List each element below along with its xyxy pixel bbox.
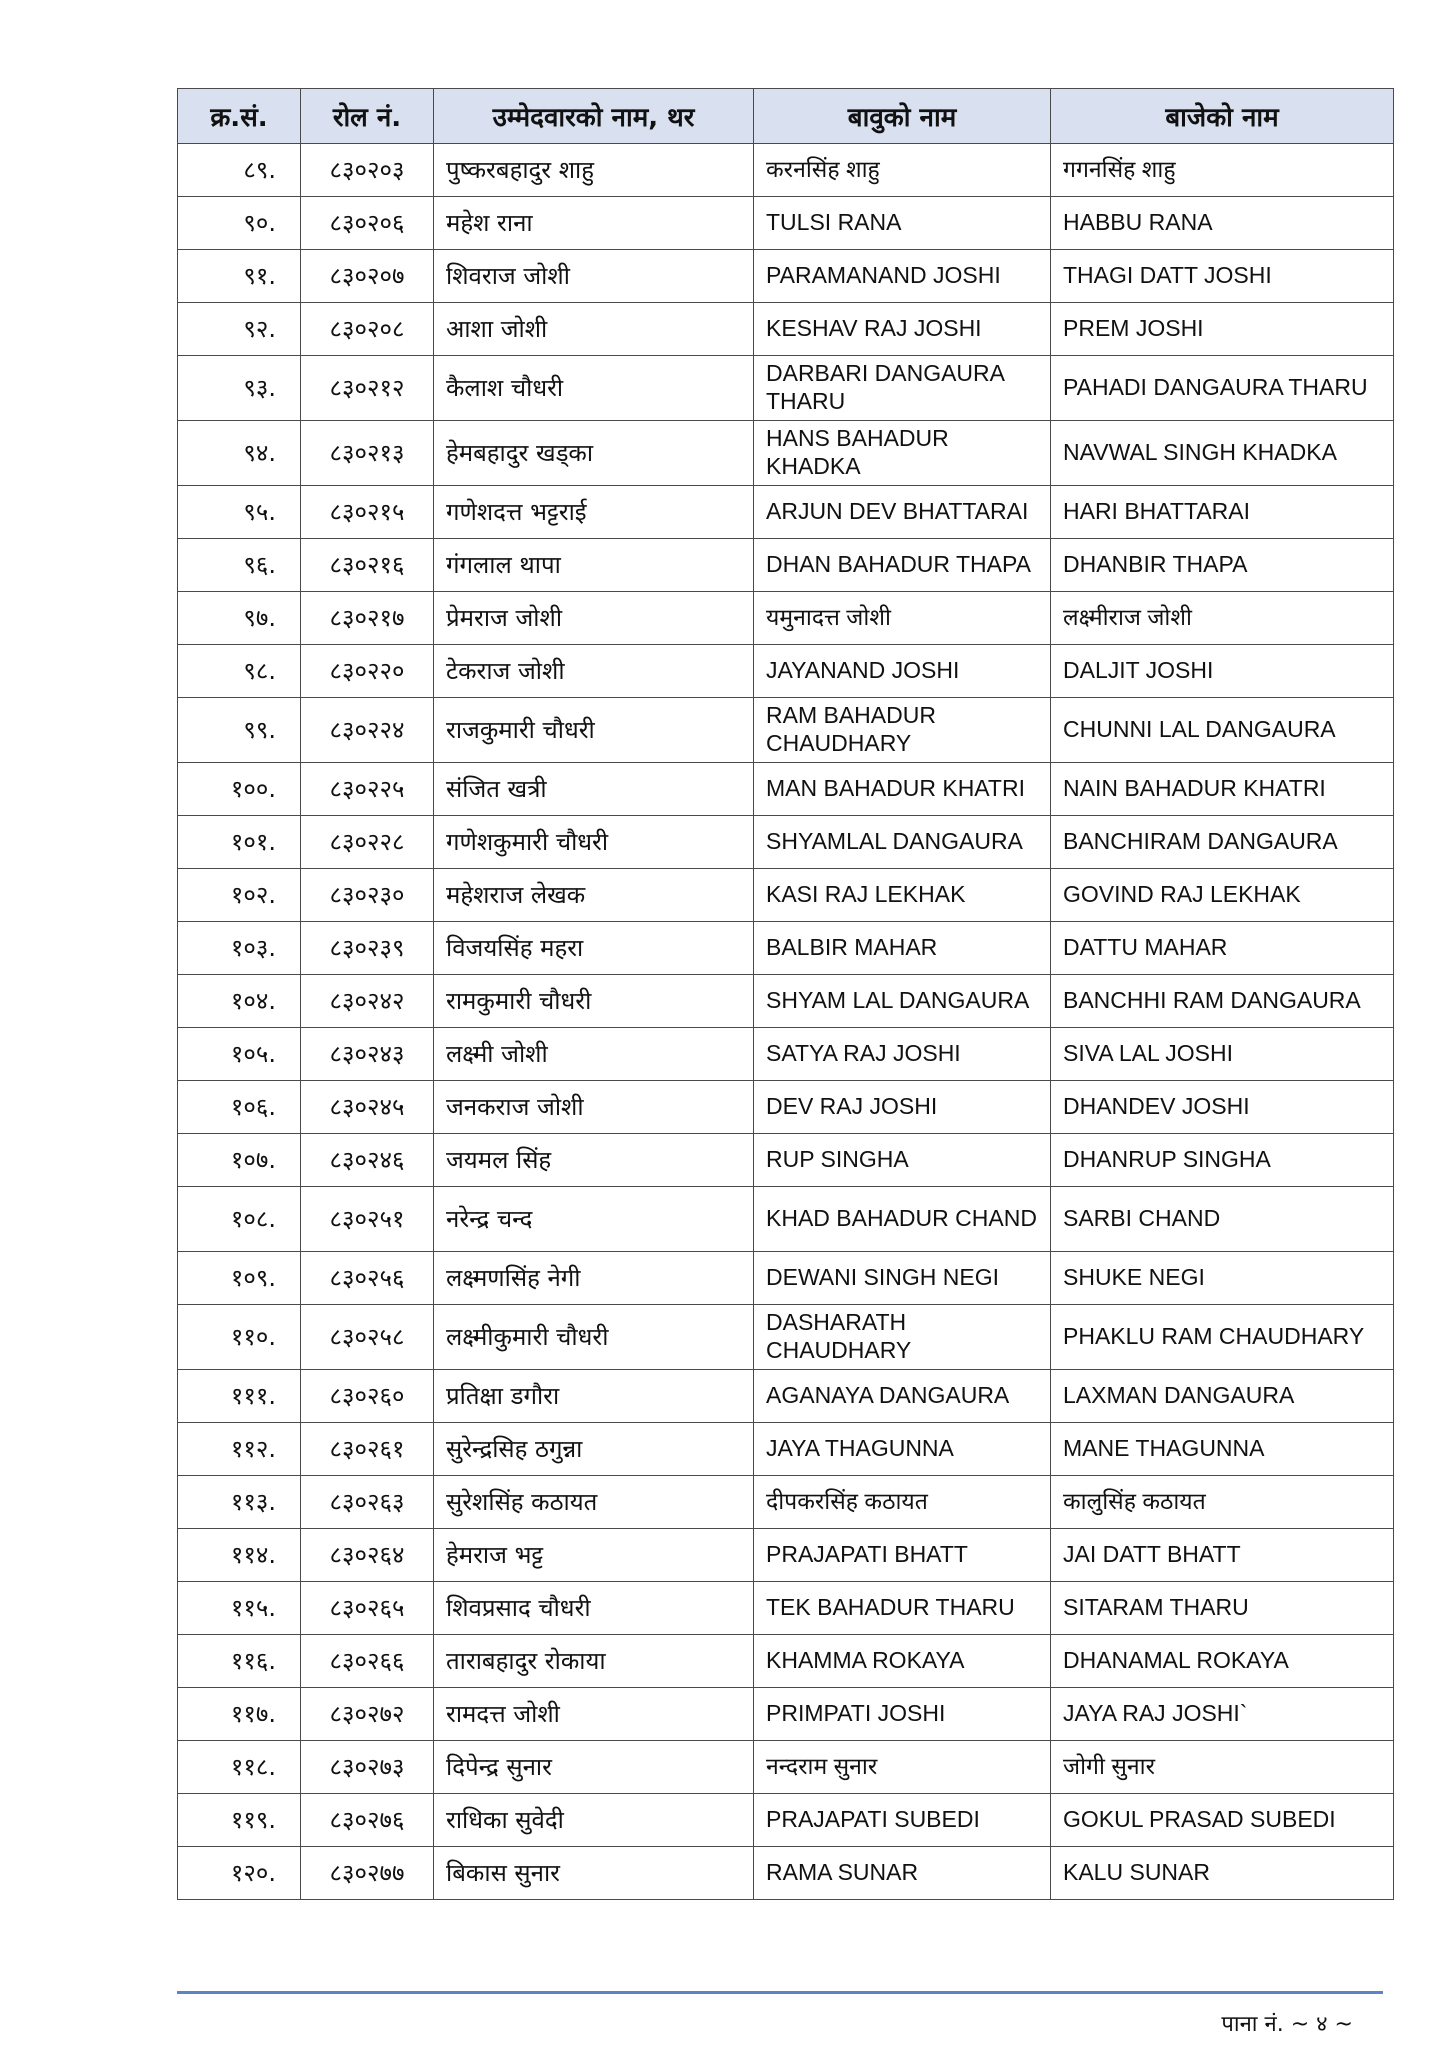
table-body (178, 144, 1394, 1900)
roll-number-cell: ८३०२१५ (301, 486, 434, 539)
grandfather-name-cell: DHANAMAL ROKAYA (1051, 1635, 1394, 1688)
table-row (178, 1252, 1394, 1305)
footer-divider (177, 1991, 1383, 1994)
father-name-cell: DEWANI SINGH NEGI (754, 1252, 1051, 1305)
candidate-name-cell: विजयसिंह महरा (434, 922, 754, 975)
father-name-cell: दीपकरसिंह कठायत (754, 1476, 1051, 1529)
serial-cell: १००. (178, 763, 301, 816)
father-name-cell: JAYA THAGUNNA (754, 1423, 1051, 1476)
serial-cell: ८९. (178, 144, 301, 197)
father-name-cell: SHYAM LAL DANGAURA (754, 975, 1051, 1028)
roll-number-cell: ८३०२४३ (301, 1028, 434, 1081)
roll-number-cell: ८३०२२४ (301, 698, 434, 763)
roll-number-cell: ८३०२७२ (301, 1688, 434, 1741)
grandfather-name-cell: KALU SUNAR (1051, 1847, 1394, 1900)
serial-cell: १११. (178, 1370, 301, 1423)
roll-number-cell: ८३०२०६ (301, 197, 434, 250)
table-row (178, 1688, 1394, 1741)
grandfather-name-cell: SARBI CHAND (1051, 1187, 1394, 1252)
serial-cell: १०६. (178, 1081, 301, 1134)
candidate-name-cell: दिपेन्द्र सुनार (434, 1741, 754, 1794)
serial-cell: ९०. (178, 197, 301, 250)
roll-number-cell: ८३०२१२ (301, 356, 434, 421)
grandfather-name-cell: कालुसिंह कठायत (1051, 1476, 1394, 1529)
father-name-cell: HANS BAHADUR KHADKA (754, 421, 1051, 486)
grandfather-name-cell: HABBU RANA (1051, 197, 1394, 250)
father-name-cell: BALBIR MAHAR (754, 922, 1051, 975)
header-serial: क्र.सं. (178, 89, 301, 144)
grandfather-name-cell: DHANBIR THAPA (1051, 539, 1394, 592)
serial-cell: १०७. (178, 1134, 301, 1187)
candidate-name-cell: कैलाश चौधरी (434, 356, 754, 421)
candidate-name-cell: महेशराज लेखक (434, 869, 754, 922)
candidate-name-cell: आशा जोशी (434, 303, 754, 356)
roll-number-cell: ८३०२१३ (301, 421, 434, 486)
grandfather-name-cell: NAIN BAHADUR KHATRI (1051, 763, 1394, 816)
father-name-cell: PARAMANAND JOSHI (754, 250, 1051, 303)
header-roll-number: रोल नं. (301, 89, 434, 144)
roll-number-cell: ८३०२५६ (301, 1252, 434, 1305)
roll-number-cell: ८३०२६५ (301, 1582, 434, 1635)
candidate-name-cell: जयमल सिंह (434, 1134, 754, 1187)
header-row (178, 89, 1394, 144)
roll-number-cell: ८३०२०३ (301, 144, 434, 197)
father-name-cell: PRIMPATI JOSHI (754, 1688, 1051, 1741)
candidate-name-cell: गणेशकुमारी चौधरी (434, 816, 754, 869)
candidate-name-cell: रामदत्त जोशी (434, 1688, 754, 1741)
table-row (178, 869, 1394, 922)
candidate-name-cell: हेमराज भट्ट (434, 1529, 754, 1582)
candidate-name-cell: महेश राना (434, 197, 754, 250)
serial-cell: ९९. (178, 698, 301, 763)
candidate-name-cell: सुरेशसिंह कठायत (434, 1476, 754, 1529)
candidate-name-cell: गंगलाल थापा (434, 539, 754, 592)
table-row (178, 1305, 1394, 1370)
candidate-name-cell: राजकुमारी चौधरी (434, 698, 754, 763)
grandfather-name-cell: NAVWAL SINGH KHADKA (1051, 421, 1394, 486)
grandfather-name-cell: PREM JOSHI (1051, 303, 1394, 356)
roll-number-cell: ८३०२६६ (301, 1635, 434, 1688)
roll-number-cell: ८३०२०७ (301, 250, 434, 303)
candidate-name-cell: राधिका सुवेदी (434, 1794, 754, 1847)
grandfather-name-cell: PAHADI DANGAURA THARU (1051, 356, 1394, 421)
father-name-cell: RUP SINGHA (754, 1134, 1051, 1187)
roll-number-cell: ८३०२२५ (301, 763, 434, 816)
table-row (178, 816, 1394, 869)
serial-cell: १०८. (178, 1187, 301, 1252)
serial-cell: ११९. (178, 1794, 301, 1847)
candidate-name-cell: टेकराज जोशी (434, 645, 754, 698)
roll-number-cell: ८३०२४२ (301, 975, 434, 1028)
roll-number-cell: ८३०२१७ (301, 592, 434, 645)
serial-cell: ११८. (178, 1741, 301, 1794)
grandfather-name-cell: DALJIT JOSHI (1051, 645, 1394, 698)
roll-number-cell: ८३०२०८ (301, 303, 434, 356)
serial-cell: १०५. (178, 1028, 301, 1081)
table-row (178, 922, 1394, 975)
candidate-name-cell: गणेशदत्त भट्टराई (434, 486, 754, 539)
candidate-name-cell: शिवराज जोशी (434, 250, 754, 303)
candidate-name-cell: लक्ष्मणसिंह नेगी (434, 1252, 754, 1305)
grandfather-name-cell: जोगी सुनार (1051, 1741, 1394, 1794)
table-row (178, 975, 1394, 1028)
grandfather-name-cell: DHANRUP SINGHA (1051, 1134, 1394, 1187)
serial-cell: ११६. (178, 1635, 301, 1688)
roll-number-cell: ८३०२६४ (301, 1529, 434, 1582)
table-row (178, 645, 1394, 698)
roll-number-cell: ८३०२७३ (301, 1741, 434, 1794)
serial-cell: ९३. (178, 356, 301, 421)
father-name-cell: DHAN BAHADUR THAPA (754, 539, 1051, 592)
father-name-cell: करनसिंह शाहु (754, 144, 1051, 197)
roll-number-cell: ८३०२४५ (301, 1081, 434, 1134)
table-row (178, 1028, 1394, 1081)
table-row (178, 1741, 1394, 1794)
serial-cell: १२०. (178, 1847, 301, 1900)
father-name-cell: RAM BAHADUR CHAUDHARY (754, 698, 1051, 763)
serial-cell: ११५. (178, 1582, 301, 1635)
serial-cell: ११३. (178, 1476, 301, 1529)
header-father-name: बावुको नाम (754, 89, 1051, 144)
table-row (178, 303, 1394, 356)
candidate-name-cell: रामकुमारी चौधरी (434, 975, 754, 1028)
table-row (178, 1847, 1394, 1900)
table-row (178, 1081, 1394, 1134)
serial-cell: १०३. (178, 922, 301, 975)
table-row (178, 486, 1394, 539)
candidate-name-cell: प्रतिक्षा डगौरा (434, 1370, 754, 1423)
serial-cell: ९१. (178, 250, 301, 303)
serial-cell: ९८. (178, 645, 301, 698)
serial-cell: ११७. (178, 1688, 301, 1741)
table-row (178, 1794, 1394, 1847)
table-row (178, 144, 1394, 197)
table-row (178, 197, 1394, 250)
table-row (178, 1582, 1394, 1635)
father-name-cell: ARJUN DEV BHATTARAI (754, 486, 1051, 539)
candidate-name-cell: शिवप्रसाद चौधरी (434, 1582, 754, 1635)
roll-number-cell: ८३०२३९ (301, 922, 434, 975)
father-name-cell: SHYAMLAL DANGAURA (754, 816, 1051, 869)
candidate-name-cell: संजित खत्री (434, 763, 754, 816)
serial-cell: १०४. (178, 975, 301, 1028)
table-row (178, 1423, 1394, 1476)
serial-cell: १०१. (178, 816, 301, 869)
table-row (178, 250, 1394, 303)
father-name-cell: MAN BAHADUR KHATRI (754, 763, 1051, 816)
table-row (178, 1370, 1394, 1423)
serial-cell: ९७. (178, 592, 301, 645)
grandfather-name-cell: PHAKLU RAM CHAUDHARY (1051, 1305, 1394, 1370)
header-grandfather-name: बाजेको नाम (1051, 89, 1394, 144)
father-name-cell: PRAJAPATI SUBEDI (754, 1794, 1051, 1847)
candidate-name-cell: प्रेमराज जोशी (434, 592, 754, 645)
candidate-name-cell: पुष्करबहादुर शाहु (434, 144, 754, 197)
grandfather-name-cell: GOVIND RAJ LEKHAK (1051, 869, 1394, 922)
father-name-cell: DASHARATH CHAUDHARY (754, 1305, 1051, 1370)
father-name-cell: AGANAYA DANGAURA (754, 1370, 1051, 1423)
candidate-name-cell: नरेन्द्र चन्द (434, 1187, 754, 1252)
table-row (178, 1187, 1394, 1252)
father-name-cell: TEK BAHADUR THARU (754, 1582, 1051, 1635)
table-row (178, 698, 1394, 763)
grandfather-name-cell: GOKUL PRASAD SUBEDI (1051, 1794, 1394, 1847)
serial-cell: १०९. (178, 1252, 301, 1305)
roll-number-cell: ८३०२४६ (301, 1134, 434, 1187)
grandfather-name-cell: SITARAM THARU (1051, 1582, 1394, 1635)
candidate-name-cell: लक्ष्मीकुमारी चौधरी (434, 1305, 754, 1370)
serial-cell: १०२. (178, 869, 301, 922)
roll-number-cell: ८३०२२० (301, 645, 434, 698)
candidate-name-cell: बिकास सुनार (434, 1847, 754, 1900)
grandfather-name-cell: HARI BHATTARAI (1051, 486, 1394, 539)
table-row (178, 539, 1394, 592)
candidate-name-cell: ताराबहादुर रोकाया (434, 1635, 754, 1688)
grandfather-name-cell: DATTU MAHAR (1051, 922, 1394, 975)
candidate-name-cell: लक्ष्मी जोशी (434, 1028, 754, 1081)
serial-cell: ९४. (178, 421, 301, 486)
father-name-cell: KHAMMA ROKAYA (754, 1635, 1051, 1688)
candidate-name-cell: हेमबहादुर खड्का (434, 421, 754, 486)
grandfather-name-cell: SHUKE NEGI (1051, 1252, 1394, 1305)
grandfather-name-cell: लक्ष्मीराज जोशी (1051, 592, 1394, 645)
roll-number-cell: ८३०२२८ (301, 816, 434, 869)
grandfather-name-cell: THAGI DATT JOSHI (1051, 250, 1394, 303)
father-name-cell: नन्दराम सुनार (754, 1741, 1051, 1794)
table-row (178, 592, 1394, 645)
roll-number-cell: ८३०२१६ (301, 539, 434, 592)
serial-cell: ११२. (178, 1423, 301, 1476)
table-row (178, 1134, 1394, 1187)
father-name-cell: TULSI RANA (754, 197, 1051, 250)
header-candidate-name: उम्मेदवारको नाम, थर (434, 89, 754, 144)
grandfather-name-cell: DHANDEV JOSHI (1051, 1081, 1394, 1134)
table-row (178, 763, 1394, 816)
roll-number-cell: ८३०२७६ (301, 1794, 434, 1847)
serial-cell: ९६. (178, 539, 301, 592)
serial-cell: ९२. (178, 303, 301, 356)
grandfather-name-cell: BANCHIRAM DANGAURA (1051, 816, 1394, 869)
table-row (178, 1476, 1394, 1529)
page-number: पाना नं. ~ ४ ~ (1221, 2012, 1353, 2037)
father-name-cell: KHAD BAHADUR CHAND (754, 1187, 1051, 1252)
father-name-cell: RAMA SUNAR (754, 1847, 1051, 1900)
grandfather-name-cell: BANCHHI RAM DANGAURA (1051, 975, 1394, 1028)
father-name-cell: KESHAV RAJ JOSHI (754, 303, 1051, 356)
father-name-cell: JAYANAND JOSHI (754, 645, 1051, 698)
father-name-cell: DARBARI DANGAURA THARU (754, 356, 1051, 421)
grandfather-name-cell: JAYA RAJ JOSHI` (1051, 1688, 1394, 1741)
roll-number-cell: ८३०२३० (301, 869, 434, 922)
roll-number-cell: ८३०२५१ (301, 1187, 434, 1252)
serial-cell: ११०. (178, 1305, 301, 1370)
father-name-cell: DEV RAJ JOSHI (754, 1081, 1051, 1134)
candidate-name-cell: जनकराज जोशी (434, 1081, 754, 1134)
serial-cell: ११४. (178, 1529, 301, 1582)
candidate-name-cell: सुरेन्द्रसिह ठगुन्ना (434, 1423, 754, 1476)
grandfather-name-cell: JAI DATT BHATT (1051, 1529, 1394, 1582)
candidate-table (177, 88, 1394, 1900)
father-name-cell: KASI RAJ LEKHAK (754, 869, 1051, 922)
grandfather-name-cell: LAXMAN DANGAURA (1051, 1370, 1394, 1423)
father-name-cell: यमुनादत्त जोशी (754, 592, 1051, 645)
father-name-cell: PRAJAPATI BHATT (754, 1529, 1051, 1582)
table-row (178, 356, 1394, 421)
roll-number-cell: ८३०२६३ (301, 1476, 434, 1529)
serial-cell: ९५. (178, 486, 301, 539)
table-row (178, 1529, 1394, 1582)
table-row (178, 421, 1394, 486)
grandfather-name-cell: CHUNNI LAL DANGAURA (1051, 698, 1394, 763)
father-name-cell: SATYA RAJ JOSHI (754, 1028, 1051, 1081)
roll-number-cell: ८३०२६१ (301, 1423, 434, 1476)
roll-number-cell: ८३०२७७ (301, 1847, 434, 1900)
grandfather-name-cell: SIVA LAL JOSHI (1051, 1028, 1394, 1081)
table-row (178, 1635, 1394, 1688)
grandfather-name-cell: गगनसिंह शाहु (1051, 144, 1394, 197)
roll-number-cell: ८३०२५८ (301, 1305, 434, 1370)
roll-number-cell: ८३०२६० (301, 1370, 434, 1423)
grandfather-name-cell: MANE THAGUNNA (1051, 1423, 1394, 1476)
